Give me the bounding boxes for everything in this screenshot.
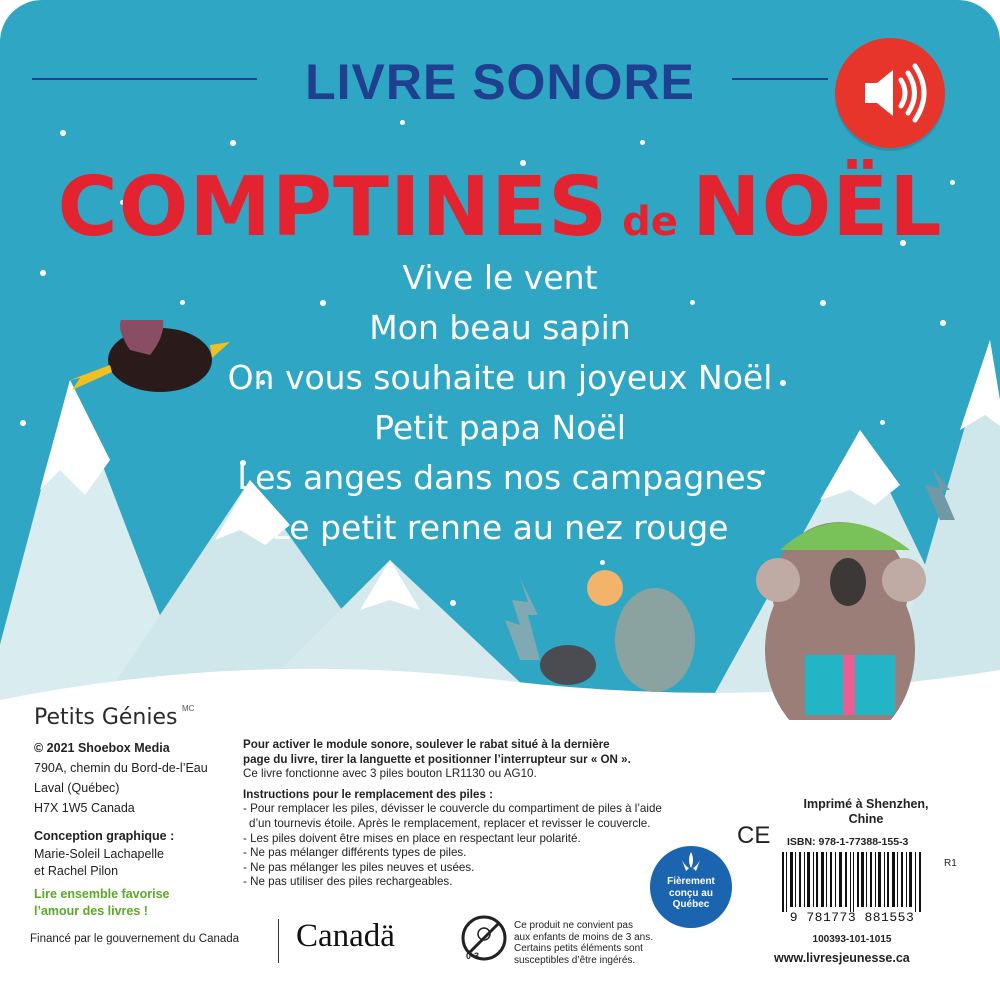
copyright: © 2021 Shoebox Media [34, 741, 170, 755]
snowflake [320, 300, 326, 306]
brand-mark: MC [182, 704, 195, 713]
printed-line: Imprimé à Shenzhen, [803, 797, 929, 811]
designer-name: et Rachel Pilon [34, 864, 119, 878]
activation-text: page du livre, tirer la languette et positionner l’interrupteur sur « ON ». [243, 752, 631, 766]
instruction-item: - Pour remplacer les piles, dévisser le couvercle du compartiment de piles à l’aide [243, 802, 662, 816]
instruction-item: - Les piles doivent être mises en place en respectant leur polarité. [243, 831, 581, 845]
fleur-de-lis-icon [650, 846, 732, 876]
isbn: ISBN: 978-1-77388-155-3 [787, 836, 909, 848]
instruction-item: d’un tournevis étoile. Après le remplacement, replacer et revisser le couvercle. [249, 816, 651, 830]
badge-line: Québec [672, 899, 710, 910]
battery-instructions [243, 738, 683, 890]
speaker-volume-icon [835, 38, 945, 148]
battery-info: Ce livre fonctionne avec 3 piles bouton LR1130 ou AG10. [243, 767, 537, 781]
slogan: Lire ensemble favorise [34, 887, 170, 901]
website-url: www.livresjeunesse.ca [774, 951, 910, 965]
slogan: l’amour des livres ! [34, 904, 148, 918]
canada-wordmark: Canadä [296, 918, 395, 954]
warning-line: susceptibles d’être ingérés. [514, 954, 636, 966]
hedgehog-illustration [540, 570, 695, 692]
song-item: On vous souhaite un joyeux Noël [227, 358, 773, 397]
quebec-badge-text [650, 876, 732, 911]
warning-line: aux enfants de moins de 3 ans. [514, 931, 653, 943]
address-line: 790A, chemin du Bord-de-l’Eau [34, 761, 208, 775]
printed-location [772, 797, 960, 827]
activation-text: Pour activer le module sonore, soulever le rabat situé à la dernière [243, 738, 610, 751]
ce-mark: CE [737, 822, 771, 849]
series-title: LIVRE SONORE [305, 54, 695, 110]
song-item: Petit papa Noël [374, 408, 626, 447]
warning-line: Certains petits éléments sont [514, 943, 643, 954]
age-label: 0-3 [466, 951, 480, 961]
sound-button[interactable] [835, 38, 945, 148]
song-item: Vive le vent [402, 258, 598, 297]
instruction-item: - Ne pas mélanger différents types de piles. [243, 846, 467, 860]
address-line: H7X 1W5 Canada [34, 801, 135, 815]
badge-line: conçu au [669, 887, 713, 899]
snowflake [180, 300, 185, 305]
replace-title: Instructions pour le remplacement des piles : [243, 787, 493, 801]
snowflake [820, 300, 826, 306]
printed-line: Chine [848, 812, 884, 826]
instruction-item: - Ne pas utiliser des piles rechargeables. [243, 875, 453, 889]
warning-line: Ce produit ne convient pas [514, 920, 633, 931]
snowflake [640, 140, 645, 145]
revision-label: R1 [944, 858, 957, 869]
brand-logo-text: Petits Génies [34, 705, 178, 730]
header-rule-right [732, 78, 828, 80]
barcode-digits: 9 781773 881553 [789, 910, 915, 925]
header-rule-left [32, 78, 257, 80]
product-code: 100393-101-1015 [812, 934, 892, 945]
title-part-noel: NOËL [691, 160, 943, 255]
instruction-item: - Ne pas mélanger les piles neuves et usées. [243, 860, 475, 874]
song-item: Les anges dans nos campagnes [237, 458, 763, 497]
snowflake [230, 140, 236, 146]
funding-credit: Financé par le gouvernement du Canada [30, 933, 240, 945]
song-item: Mon beau sapin [369, 308, 631, 347]
age-warning-text [514, 920, 654, 966]
divider [278, 919, 279, 963]
address-line: Laval (Québec) [34, 781, 120, 795]
song-item: Le petit renne au nez rouge [271, 508, 729, 547]
snowflake [690, 300, 695, 305]
snowflake [400, 120, 405, 125]
title-part-de: de [622, 199, 678, 245]
design-credit-label: Conception graphique : [34, 829, 175, 843]
snowflake [60, 130, 66, 136]
designer-name: Marie-Soleil Lachapelle [34, 847, 164, 861]
title-part-comptines: COMPTINES [57, 160, 609, 255]
badge-line: Fièrement [667, 876, 715, 887]
